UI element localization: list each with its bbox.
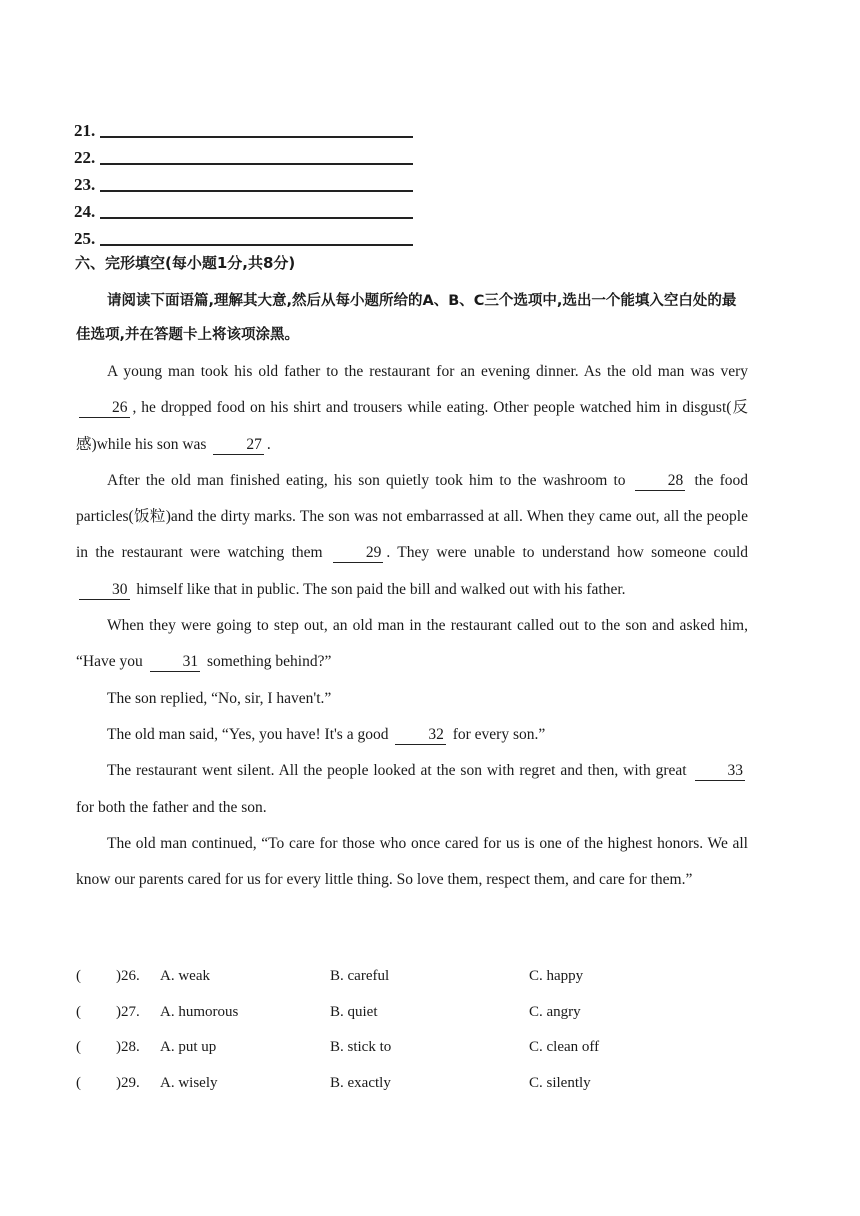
answer-number: 21.	[74, 121, 96, 140]
question-row-27	[76, 1004, 748, 1040]
section-instructions: 请阅读下面语篇,理解其大意,然后从每小题所给的A、B、C三个选项中,选出一个能填入空白处的最佳选项,并在答题卡上将该项涂黑。	[76, 293, 737, 343]
paragraph-4: The son replied, “No, sir, I haven't.”	[107, 689, 332, 707]
answer-blank[interactable]	[100, 190, 413, 192]
paragraph-6	[76, 753, 748, 826]
option-a: A. weak	[160, 968, 210, 984]
answer-blank[interactable]	[100, 217, 413, 219]
option-b: B. careful	[330, 968, 390, 984]
question-row-28	[76, 1039, 748, 1075]
text: A young man took his old father to the restaurant for an evening dinner. As the old man was very	[107, 363, 748, 380]
blank-31: 31	[150, 653, 201, 672]
cloze-passage	[76, 354, 748, 898]
section-title: 六、完形填空(每小题1分,共8分)	[75, 254, 296, 272]
blank-30: 30	[79, 581, 130, 600]
answer-number: 24.	[74, 202, 96, 221]
answer-blank[interactable]	[100, 136, 413, 138]
answer-paren[interactable]: (	[76, 968, 81, 984]
question-number: )29.	[116, 1074, 140, 1091]
option-b: B. exactly	[330, 1074, 391, 1091]
text: .	[266, 435, 271, 453]
blank-26: 26	[79, 399, 130, 418]
answer-blank[interactable]	[100, 244, 413, 246]
answer-line-21[interactable]	[74, 114, 434, 141]
question-options	[76, 968, 748, 1110]
text: The old man said, “Yes, you have! It's a good	[107, 725, 389, 743]
answer-line-23[interactable]	[74, 168, 434, 195]
text: for both the father and the son.	[76, 798, 267, 816]
option-a: A. put up	[160, 1039, 217, 1055]
text: for every son.”	[452, 725, 546, 743]
answer-line-22[interactable]	[74, 141, 434, 168]
option-b: B. stick to	[330, 1039, 392, 1055]
option-c: C. silently	[529, 1074, 591, 1091]
text: After the old man finished eating, his son quietly took him to the washroom to	[107, 471, 626, 489]
text: something behind?”	[206, 653, 332, 671]
answer-paren[interactable]: (	[76, 1039, 81, 1055]
paragraph-1	[76, 354, 748, 463]
option-c: C. angry	[529, 1003, 581, 1020]
question-number: )26.	[116, 968, 140, 984]
answer-number: 22.	[74, 148, 96, 167]
blank-33: 33	[695, 762, 746, 781]
paragraph-3	[76, 608, 748, 681]
question-number: )28.	[116, 1039, 140, 1055]
answer-line-25[interactable]	[74, 222, 434, 249]
blank-29: 29	[333, 544, 384, 563]
text: The restaurant went silent. All the people looked at the son with regret and then, with great	[107, 762, 687, 780]
answer-lines	[74, 114, 434, 249]
paragraph-5	[76, 717, 748, 753]
option-a: A. humorous	[160, 1003, 239, 1020]
option-a: A. wisely	[160, 1074, 218, 1091]
question-row-26	[76, 968, 748, 1004]
paragraph-2	[76, 463, 748, 608]
answer-paren[interactable]: (	[76, 1003, 81, 1020]
text: the food particles(饭粒)and the dirty marks. The son was not embarrassed at all. When they came out, all the people in the restaurant were watching them	[76, 471, 748, 562]
answer-line-24[interactable]	[74, 195, 434, 222]
answer-blank[interactable]	[100, 163, 413, 165]
text: . They were unable to understand how someone could	[386, 544, 748, 562]
question-row-29	[76, 1075, 748, 1111]
blank-32: 32	[395, 726, 446, 745]
text: When they were going to step out, an old man in the restaurant called out to the son and asked him, “Have you	[76, 617, 748, 671]
answer-paren[interactable]: (	[76, 1074, 81, 1091]
text: himself like that in public. The son paid the bill and walked out with his father.	[136, 580, 626, 598]
option-b: B. quiet	[330, 1003, 378, 1020]
paragraph-7: The old man continued, “To care for those who once cared for us is one of the highest honors. We all know our parents cared for us for every little thing. So love them, respect them, and care for them.”	[76, 834, 748, 889]
option-c: C. clean off	[529, 1039, 600, 1055]
question-number: )27.	[116, 1003, 140, 1020]
blank-28: 28	[635, 472, 686, 491]
answer-number: 25.	[74, 229, 96, 248]
option-c: C. happy	[529, 968, 584, 984]
text: , he dropped food on his shirt and trousers while eating. Other people watched him in disgust(反感)while his son was	[76, 399, 748, 453]
answer-number: 23.	[74, 175, 96, 194]
blank-27: 27	[213, 436, 264, 455]
